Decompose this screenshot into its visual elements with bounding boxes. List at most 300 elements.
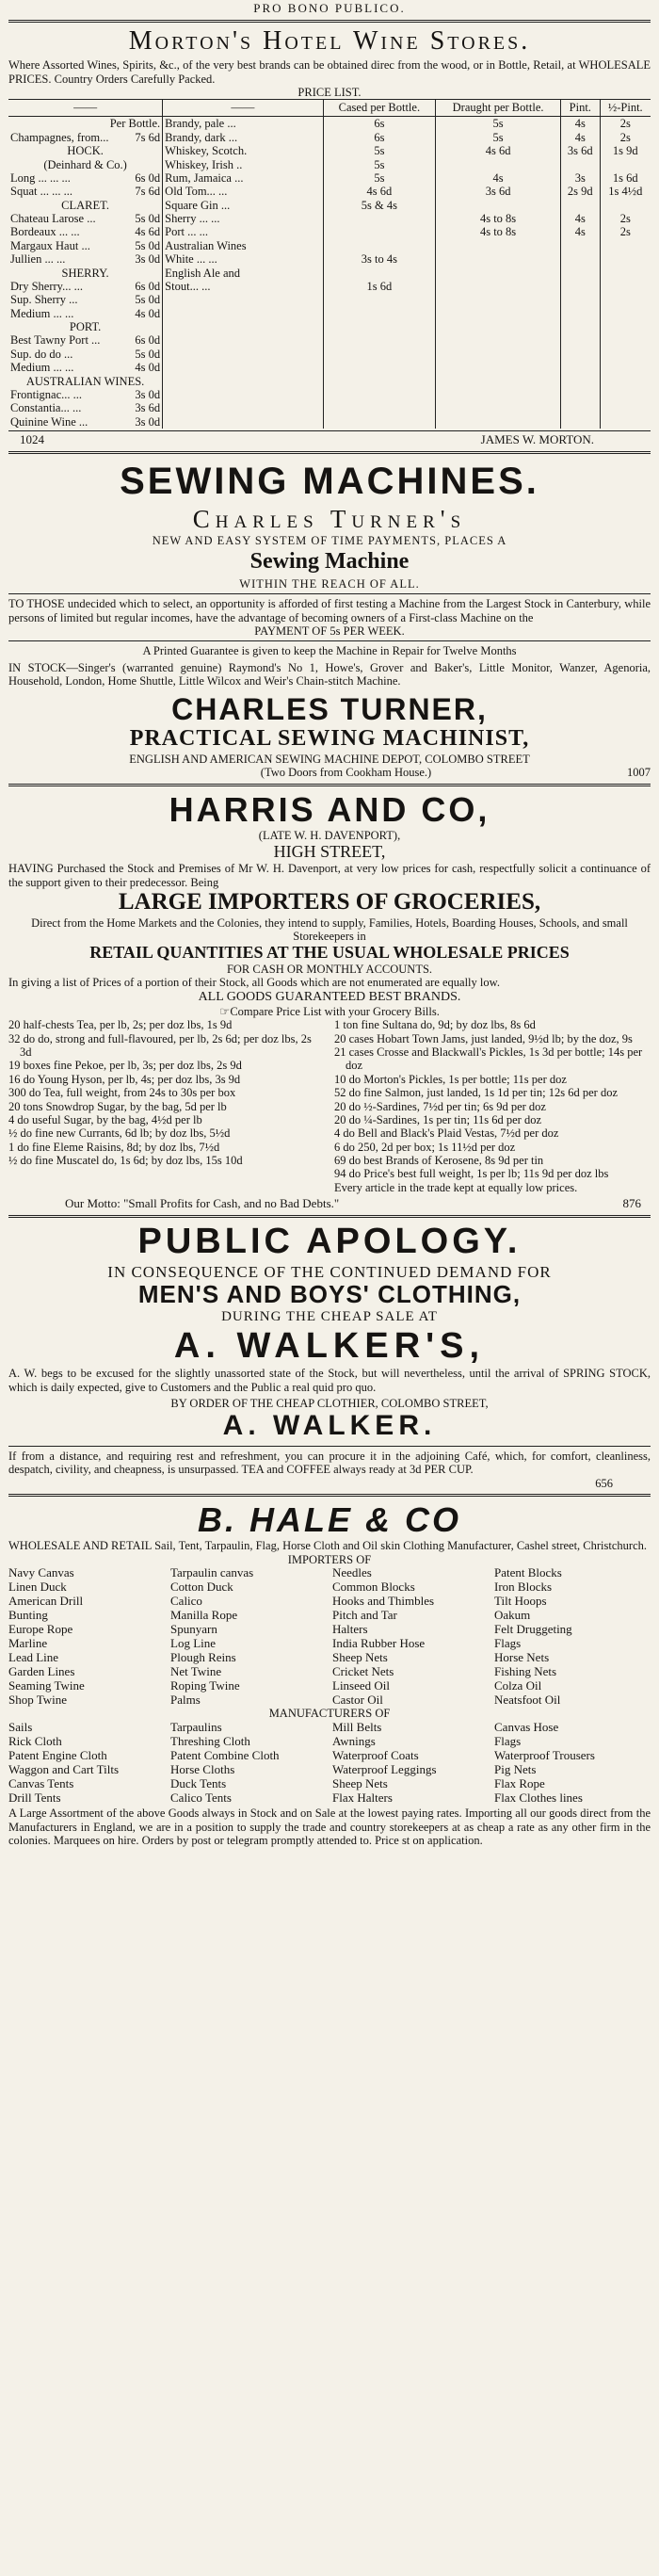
sewing-number: 1007 xyxy=(626,766,651,780)
empty-cell xyxy=(600,388,651,401)
header-draught: Draught per Bottle. xyxy=(436,100,561,117)
import-item: Net Twine xyxy=(170,1663,222,1678)
left-item xyxy=(8,239,162,252)
manufacture-item: Tarpaulins xyxy=(170,1719,222,1734)
harris-right-item: 21 cases Crosse and Blackwall's Pickles, 1s 3d per bottle; 14s per doz xyxy=(334,1045,643,1073)
empty-cell xyxy=(436,415,561,429)
price-row xyxy=(8,361,651,374)
empty-cell xyxy=(323,333,435,347)
manufacture-item: Calico Tents xyxy=(170,1790,232,1805)
right-item-price: 4s xyxy=(561,225,600,238)
right-item-price: 4s xyxy=(561,117,600,131)
left-item-price: 6s 0d xyxy=(135,333,161,348)
import-item: Hooks and Thimbles xyxy=(332,1593,435,1608)
morton-title: Morton's Hotel Wine Stores. xyxy=(128,25,531,56)
per-bottle-label: Per Bottle. xyxy=(109,117,161,131)
right-item-name: Square Gin ... xyxy=(163,199,324,212)
import-item: Europe Rope xyxy=(8,1621,73,1636)
empty-cell xyxy=(436,401,561,414)
price-row xyxy=(8,131,651,144)
left-item-name: Bordeaux ... ... xyxy=(10,225,80,239)
walker-signature: A. WALKER. xyxy=(222,1410,437,1442)
charles-turner-heading: Charles Turner's xyxy=(192,504,467,533)
right-item-price: 5s xyxy=(436,131,561,144)
right-item-price: 6s xyxy=(323,131,435,144)
divider xyxy=(8,20,651,23)
right-item-price xyxy=(436,199,561,212)
mens-clothing: MEN'S AND BOYS' CLOTHING, xyxy=(137,1280,522,1309)
left-item xyxy=(8,388,162,401)
empty-cell xyxy=(323,307,435,320)
right-item-price: 1s 4½d xyxy=(600,185,651,198)
right-item-name: Whiskey, Scotch. xyxy=(163,144,324,157)
left-item xyxy=(8,185,162,198)
sewing-machine-heading: Sewing Machine xyxy=(249,549,410,575)
left-item-name: Frontignac... ... xyxy=(10,387,83,401)
left-item-name: Squat ... ... ... xyxy=(10,185,72,199)
right-item-price xyxy=(436,158,561,171)
price-table xyxy=(8,99,651,429)
harris-left-item: 1 do fine Eleme Raisins, 8d; by doz lbs, 7½d xyxy=(8,1140,220,1154)
depot-line: ENGLISH AND AMERICAN SEWING MACHINE DEPOT, COLOMBO STREET xyxy=(129,752,530,766)
hale-title: B. HALE & CO xyxy=(197,1499,461,1539)
empty-cell xyxy=(436,320,561,333)
left-item: PORT. xyxy=(69,320,102,333)
header-half-pint: ½-Pint. xyxy=(600,100,651,117)
manufactures-grid xyxy=(8,1721,651,1806)
retail-line: RETAIL QUANTITIES AT THE USUAL WHOLESALE PRICES xyxy=(89,943,570,963)
price-row xyxy=(8,333,651,347)
divider xyxy=(8,593,651,594)
manufacture-item: Horse Cloths xyxy=(170,1761,235,1776)
large-importers: LARGE IMPORTERS OF GROCERIES, xyxy=(118,888,541,915)
left-item-name: Champagnes, from... xyxy=(10,130,109,144)
left-item-name: Margaux Haut ... xyxy=(10,238,90,252)
guaranteed-line: ALL GOODS GUARANTEED BEST BRANDS. xyxy=(198,989,461,1004)
left-item-name: Chateau Larose ... xyxy=(10,212,96,225)
harris-motto: Our Motto: "Small Profits for Cash, and no Bad Debts." xyxy=(65,1196,340,1211)
left-item xyxy=(8,225,162,238)
right-item-price xyxy=(323,267,435,280)
right-item-price: 4s 6d xyxy=(436,144,561,157)
left-item-name: Medium ... ... xyxy=(10,361,74,375)
right-item-price xyxy=(600,252,651,266)
import-item: Fishing Nets xyxy=(494,1663,557,1678)
header-blank: —— xyxy=(8,100,163,117)
right-item-price xyxy=(600,199,651,212)
import-item: Tilt Hoops xyxy=(494,1593,547,1608)
empty-cell xyxy=(600,333,651,347)
harris-left-item: ½ do fine Muscatel do, 1s 6d; by doz lbs, 15s 10d xyxy=(8,1154,243,1168)
right-item-price xyxy=(436,280,561,293)
right-item-price: 2s xyxy=(600,212,651,225)
list-note: In giving a list of Prices of a portion of their Stock, all Goods which are not enumerated are equally low. xyxy=(8,976,500,990)
left-item xyxy=(8,307,162,320)
right-item-name: White ... ... xyxy=(163,252,324,266)
header-pint: Pint. xyxy=(561,100,600,117)
right-item-price: 4s to 8s xyxy=(436,212,561,225)
manufacture-item: Patent Combine Cloth xyxy=(170,1747,280,1762)
empty-cell xyxy=(561,307,600,320)
manufacture-item: Canvas Tents xyxy=(8,1775,74,1790)
empty-cell xyxy=(163,375,324,388)
hale-advert xyxy=(8,1500,651,1848)
empty-cell xyxy=(163,333,324,347)
left-item-price: 5s 0d xyxy=(135,347,161,361)
right-item-price xyxy=(600,158,651,171)
empty-cell xyxy=(600,401,651,414)
harris-right-item: 20 do ½-Sardines, 7½d per tin; 6s 9d per doz xyxy=(334,1099,546,1113)
empty-cell xyxy=(561,401,600,414)
right-item-price: 1s 6d xyxy=(323,280,435,293)
right-item-price xyxy=(323,212,435,225)
harris-para: HAVING Purchased the Stock and Premises of Mr W. H. Davenport, at very low prices for cash, respectfully solicit a continuance of the support given to their predecessor. Being xyxy=(8,862,651,889)
manufacture-item: Pig Nets xyxy=(494,1761,537,1776)
right-item-price: 2s xyxy=(600,131,651,144)
import-item: Manilla Rope xyxy=(170,1607,238,1622)
import-item: Felt Druggeting xyxy=(494,1621,572,1636)
empty-cell xyxy=(436,388,561,401)
import-item: Palms xyxy=(170,1692,201,1707)
harris-right-item: 20 cases Hobart Town Jams, just landed, 9½d lb; by the doz, 9s xyxy=(334,1031,633,1045)
price-row xyxy=(8,117,651,131)
empty-cell xyxy=(323,293,435,306)
right-item-price: 5s & 4s xyxy=(323,199,435,212)
right-item-name: Australian Wines xyxy=(163,239,324,252)
price-row xyxy=(8,267,651,280)
empty-cell xyxy=(436,333,561,347)
import-item: Lead Line xyxy=(8,1649,59,1664)
stock-para: IN STOCK—Singer's (warranted genuine) Raymond's No 1, Howe's, Grover and Baker's, Little Monitor, Wanzer, Agenoria, Household, London, Home Shuttle, Little Wilcox and Weir's Chain-stitch Machine. xyxy=(8,660,651,689)
manufacture-item: Waterproof Leggings xyxy=(332,1761,437,1776)
right-item-price xyxy=(561,199,600,212)
price-row xyxy=(8,225,651,238)
empty-cell xyxy=(163,293,324,306)
import-item: Common Blocks xyxy=(332,1580,415,1595)
sewing-title: SEWING MACHINES. xyxy=(120,460,539,502)
right-item-price xyxy=(561,239,600,252)
left-item-name: Quinine Wine ... xyxy=(10,414,88,429)
right-item-price xyxy=(561,158,600,171)
right-item-price: 5s xyxy=(323,158,435,171)
imports-grid xyxy=(8,1566,651,1707)
harris-right-item: 1 ton fine Sultana do, 9d; by doz lbs, 8s 6d xyxy=(334,1018,536,1032)
manufacture-item: Waggon and Cart Tilts xyxy=(8,1761,120,1776)
sewing-para: TO THOSE undecided which to select, an opportunity is afforded of first testing a Machine from the Largest Stock in Canterbury, while persons of limited but regular incomes, have the advantage of becoming owners of a First-class Machine on the xyxy=(8,597,651,624)
left-item-price: 3s 0d xyxy=(135,252,161,267)
manufacture-item: Drill Tents xyxy=(8,1790,61,1805)
harris-left-item: 32 do do, strong and full-flavoured, per lb, 2s 6d; per doz lbs, 2s 3d xyxy=(8,1031,312,1060)
empty-cell xyxy=(600,320,651,333)
import-item: Castor Oil xyxy=(332,1692,383,1707)
left-item xyxy=(8,212,162,225)
empty-cell xyxy=(436,375,561,388)
manufacture-item: Waterproof Coats xyxy=(332,1747,419,1762)
right-item-name: Brandy, dark ... xyxy=(163,131,324,144)
right-item-price: 2s xyxy=(600,225,651,238)
left-item xyxy=(8,415,162,429)
manufacture-item: Sheep Nets xyxy=(332,1775,388,1790)
right-item-price: 5s xyxy=(323,171,435,185)
right-item-price: 5s xyxy=(323,144,435,157)
high-street: HIGH STREET, xyxy=(273,842,386,862)
import-item: American Drill xyxy=(8,1593,84,1608)
left-item-name: Dry Sherry... ... xyxy=(10,279,83,293)
harris-left-column xyxy=(8,1018,325,1194)
empty-cell xyxy=(561,320,600,333)
harris-number: 876 xyxy=(622,1196,641,1211)
harris-left-item: 20 tons Snowdrop Sugar, by the bag, 5d per lb xyxy=(8,1099,227,1113)
right-item-name: Whiskey, Irish .. xyxy=(163,158,324,171)
apology-title: PUBLIC APOLOGY. xyxy=(137,1222,522,1262)
morton-footer xyxy=(8,430,651,447)
walker-name: A. WALKER'S, xyxy=(173,1325,486,1366)
price-row xyxy=(8,158,651,171)
left-item xyxy=(8,171,162,185)
empty-cell xyxy=(436,361,561,374)
price-row xyxy=(8,415,651,429)
empty-cell xyxy=(561,388,600,401)
import-item: Roping Twine xyxy=(170,1677,240,1693)
empty-cell xyxy=(163,401,324,414)
left-item: (Deinhard & Co.) xyxy=(43,157,127,171)
empty-cell xyxy=(436,307,561,320)
right-item-price xyxy=(600,280,651,293)
import-item: Calico xyxy=(170,1593,202,1608)
left-item xyxy=(8,280,162,293)
divider xyxy=(8,1215,651,1218)
import-item: Bunting xyxy=(8,1607,48,1622)
left-item-name: Best Tawny Port ... xyxy=(10,333,101,348)
right-item-price: 1s 6d xyxy=(600,171,651,185)
import-item: Linseed Oil xyxy=(332,1677,391,1693)
right-item-price: 1s 9d xyxy=(600,144,651,157)
right-item-price: 2s xyxy=(600,117,651,131)
consequence-line: IN CONSEQUENCE OF THE CONTINUED DEMAND FOR xyxy=(107,1262,552,1281)
divider xyxy=(8,1446,651,1447)
harris-footer xyxy=(8,1194,651,1211)
left-item: HOCK. xyxy=(67,144,104,158)
harris-advert xyxy=(8,790,651,1211)
walker-number: 656 xyxy=(595,1476,613,1490)
manufacture-item: Awnings xyxy=(332,1733,376,1748)
left-item-name: Medium ... ... xyxy=(10,306,74,320)
import-item: Cotton Duck xyxy=(170,1580,233,1595)
price-table-body xyxy=(8,117,651,429)
empty-cell xyxy=(323,415,435,429)
right-item-price: 4s to 8s xyxy=(436,225,561,238)
left-item-price: 4s 0d xyxy=(135,361,161,375)
right-item-price: 3s 6d xyxy=(436,185,561,198)
import-item: Neatsfoot Oil xyxy=(494,1692,561,1707)
right-item-name: Port ... ... xyxy=(163,225,324,238)
import-item: Log Line xyxy=(170,1635,217,1650)
harris-right-item: 52 do fine Salmon, just landed, 1s 1d per tin; 12s 6d per doz xyxy=(334,1086,619,1100)
empty-cell xyxy=(323,348,435,361)
price-row xyxy=(8,280,651,293)
harris-right-column xyxy=(334,1018,651,1194)
right-item-price: 4s xyxy=(561,131,600,144)
left-item-price: 4s 6d xyxy=(135,225,161,239)
price-row xyxy=(8,171,651,185)
order-line: BY ORDER OF THE CHEAP CLOTHIER, COLOMBO STREET, xyxy=(170,1396,489,1410)
compare-line: ☞Compare Price List with your Grocery Bills. xyxy=(219,1004,440,1018)
harris-right-item: 94 do Price's best full weight, 1s per lb; 11s 9d per doz lbs xyxy=(334,1167,609,1181)
divider xyxy=(8,784,651,786)
import-item: Iron Blocks xyxy=(494,1580,553,1595)
left-item-price: 3s 0d xyxy=(135,387,161,401)
header-cased: Cased per Bottle. xyxy=(323,100,435,117)
manufacture-item: Flax Halters xyxy=(332,1790,393,1805)
right-item-name: Old Tom... ... xyxy=(163,185,324,198)
left-item-price: 5s 0d xyxy=(135,238,161,252)
left-item-price: 6s 0d xyxy=(135,279,161,293)
price-row xyxy=(8,401,651,414)
import-item: Seaming Twine xyxy=(8,1677,85,1693)
left-item: SHERRY. xyxy=(61,266,109,280)
left-item-price: 3s 0d xyxy=(135,414,161,429)
import-item: Linen Duck xyxy=(8,1580,67,1595)
payment-line: PAYMENT OF 5s PER WEEK. xyxy=(254,624,405,639)
left-item xyxy=(8,252,162,266)
manufacture-item: Rick Cloth xyxy=(8,1733,62,1748)
manufacture-item: Mill Belts xyxy=(332,1719,382,1734)
right-item-price xyxy=(436,252,561,266)
empty-cell xyxy=(323,388,435,401)
import-item: Spunyarn xyxy=(170,1621,217,1636)
right-item-price: 4s 6d xyxy=(323,185,435,198)
walker-advert xyxy=(8,1222,651,1490)
import-item: Pitch and Tar xyxy=(332,1607,397,1622)
manufacture-item: Flags xyxy=(494,1733,522,1748)
harris-right-item: 10 do Morton's Pickles, 1s per bottle; 11s per doz xyxy=(334,1072,567,1086)
empty-cell xyxy=(561,375,600,388)
hale-intro: WHOLESALE AND RETAIL Sail, Tent, Tarpaulin, Flag, Horse Cloth and Oil skin Clothing Manufacturer, Cashel street, Christchurch. xyxy=(8,1539,648,1553)
import-item: Sheep Nets xyxy=(332,1649,388,1664)
right-item-price xyxy=(561,252,600,266)
morton-advert xyxy=(8,2,651,447)
left-item xyxy=(8,293,162,306)
manufacture-item: Canvas Hose xyxy=(494,1719,559,1734)
empty-cell xyxy=(436,348,561,361)
left-item xyxy=(8,348,162,361)
harris-title: HARRIS AND CO, xyxy=(169,789,490,829)
harris-right-item: 6 do 250, 2d per box; 1s 11½d per doz xyxy=(334,1140,516,1154)
right-item-name: Stout... ... xyxy=(163,280,324,293)
left-item-name: Sup. Sherry ... xyxy=(10,293,78,307)
empty-cell xyxy=(600,361,651,374)
sewing-advert xyxy=(8,460,651,780)
left-item: CLARET. xyxy=(61,198,109,212)
harris-right-item: 69 do best Brands of Kerosene, 8s 9d per tin xyxy=(334,1154,544,1168)
left-item xyxy=(8,361,162,374)
empty-cell xyxy=(600,293,651,306)
morton-footer-name: JAMES W. MORTON. xyxy=(480,432,594,446)
right-item-name: Sherry ... ... xyxy=(163,212,324,225)
late-davenport: (LATE W. H. DAVENPORT), xyxy=(258,829,401,843)
empty-cell xyxy=(561,293,600,306)
right-item-price: 2s 9d xyxy=(561,185,600,198)
price-row xyxy=(8,293,651,306)
left-item-name: Long ... ... ... xyxy=(10,170,71,185)
right-item-name: English Ale and xyxy=(163,267,324,280)
empty-cell xyxy=(436,293,561,306)
price-row xyxy=(8,212,651,225)
empty-cell xyxy=(561,415,600,429)
import-item: Oakum xyxy=(494,1607,531,1622)
right-item-price: 6s xyxy=(323,117,435,131)
harris-left-item: 20 half-chests Tea, per lb, 2s; per doz lbs, 1s 9d xyxy=(8,1018,233,1032)
import-item: Navy Canvas xyxy=(8,1565,74,1580)
harris-right-item: Every article in the trade kept at equally low prices. xyxy=(334,1180,578,1194)
import-item: Cricket Nets xyxy=(332,1663,394,1678)
price-row xyxy=(8,375,651,388)
import-item: Needles xyxy=(332,1565,372,1580)
manufacturers-heading: MANUFACTURERS OF xyxy=(268,1707,391,1721)
doors-line: (Two Doors from Cookham House.) xyxy=(260,766,432,780)
import-item: Colza Oil xyxy=(494,1677,542,1693)
left-item-price: 7s 6d xyxy=(135,130,161,144)
manufacture-item: Flax Clothes lines xyxy=(494,1790,583,1805)
manufacture-item: Duck Tents xyxy=(170,1775,227,1790)
hale-closing: A Large Assortment of the above Goods always in Stock and on Sale at the lowest paying rates. Importing all our goods direct from the Manufacturers in England, we are in a position to supply the trade and country storekeepers at as cheap a rate as any other firm in the colonies. Marquees on hire. Orders by post or telegram promptly attended to. Price st on application. xyxy=(8,1806,651,1848)
morton-intro: Where Assorted Wines, Spirits, &c., of the very best brands can be obtained direc from the wood, or in Bottle, Retail, at WHOLESALE PRICES. Country Orders Carefully Packed. xyxy=(8,58,651,86)
cafe-para: If from a distance, and requiring rest and refreshment, you can procure it in the adjoining Café, which, for comfort, cleanliness, despatch, civility, and cheapness, is unsurpassed. TEA and COFFEE always ready at 3d PER CUP. xyxy=(8,1449,651,1477)
empty-cell xyxy=(163,388,324,401)
harris-price-columns xyxy=(8,1018,651,1194)
empty-cell xyxy=(323,320,435,333)
right-item-price: 4s xyxy=(436,171,561,185)
harris-left-item: ½ do fine new Currants, 6d lb; by doz lbs, 5½d xyxy=(8,1126,231,1141)
practical-machinist: PRACTICAL SEWING MACHINIST, xyxy=(129,726,530,752)
empty-cell xyxy=(323,401,435,414)
divider xyxy=(8,1494,651,1497)
price-row xyxy=(8,185,651,198)
pro-bono-heading: PRO BONO PUBLICO. xyxy=(253,1,406,15)
manufacture-item: Flax Rope xyxy=(494,1775,545,1790)
empty-cell xyxy=(600,348,651,361)
time-payments-line: NEW AND EASY SYSTEM OF TIME PAYMENTS, PLACES A xyxy=(152,533,507,547)
left-item-price: 5s 0d xyxy=(135,212,161,225)
right-item-price xyxy=(323,225,435,238)
price-row xyxy=(8,252,651,266)
import-item: India Rubber Hose xyxy=(332,1635,426,1650)
newspaper-page xyxy=(8,0,651,1848)
empty-cell xyxy=(600,375,651,388)
harris-right-item: 4 do Bell and Black's Plaid Vestas, 7½d per doz xyxy=(334,1126,559,1141)
harris-left-item: 19 boxes fine Pekoe, per lb, 3s; per doz lbs, 2s 9d xyxy=(8,1059,242,1073)
harris-left-item: 4 do useful Sugar, by the bag, 4½d per lb xyxy=(8,1112,202,1126)
right-item-price xyxy=(436,239,561,252)
empty-cell xyxy=(163,307,324,320)
left-item-price: 7s 6d xyxy=(135,185,161,199)
right-item-price xyxy=(600,239,651,252)
empty-cell xyxy=(561,361,600,374)
manufacture-item: Patent Engine Cloth xyxy=(8,1747,107,1762)
right-item-price xyxy=(561,267,600,280)
empty-cell xyxy=(163,415,324,429)
right-item-price xyxy=(561,280,600,293)
left-item: AUSTRALIAN WINES. xyxy=(25,374,145,388)
right-item-price: 5s xyxy=(436,117,561,131)
left-item-price: 5s 0d xyxy=(135,293,161,307)
right-item-name: Rum, Jamaica ... xyxy=(163,171,324,185)
left-item-price: 4s 0d xyxy=(135,306,161,320)
import-item: Shop Twine xyxy=(8,1692,68,1707)
left-item-name: Jullien ... ... xyxy=(10,252,66,267)
empty-cell xyxy=(561,348,600,361)
left-item-price: 3s 6d xyxy=(135,401,161,415)
